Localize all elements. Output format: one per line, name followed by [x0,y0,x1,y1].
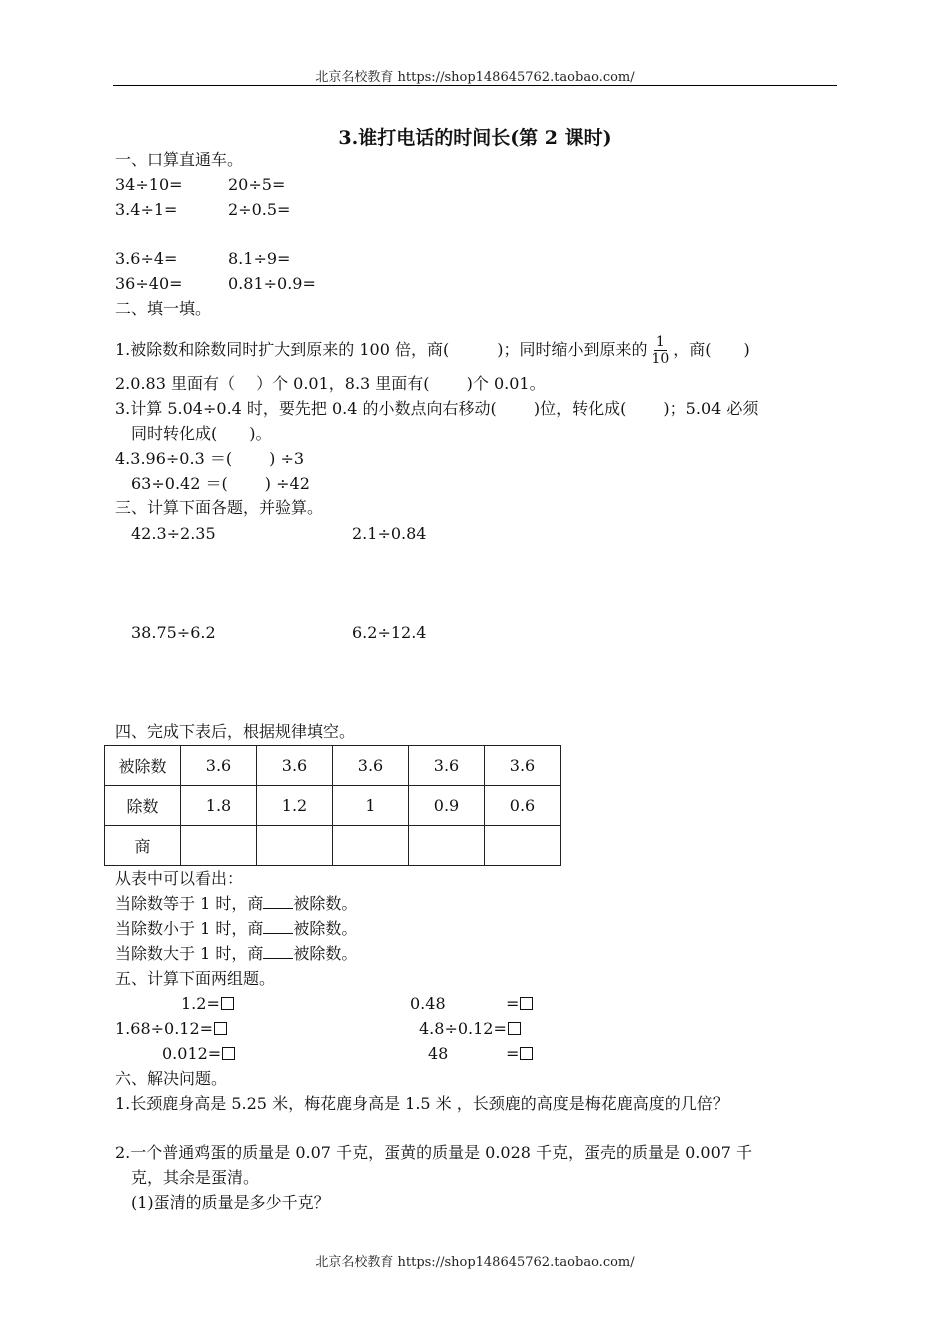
group-b-num: 0.48 [410,994,446,1013]
header-rule [113,85,837,86]
table-cell: 3.6 [333,746,409,786]
answer-cell[interactable] [409,826,485,866]
answer-cell[interactable] [257,826,333,866]
answer-cell[interactable] [333,826,409,866]
page-footer: 北京名校教育 https://shop148645762.taobao.com/ [315,1255,635,1270]
problem-2-sub1: (1)蛋清的质量是多少千克？ [131,1193,330,1212]
calc-item: 6.2÷12.4 [352,623,427,642]
group-b-item [506,994,533,1014]
problem-2-line1: 2.一个普通鸡蛋的质量是 0.07 千克，蛋黄的质量是 0.028 千克，蛋壳的质量是 0.007 千 [115,1143,753,1162]
group-b-item [506,1044,533,1064]
section-2-heading: 二、填一填。 [115,299,212,318]
rule-text: 当除数等于 1 时，商 [115,894,264,913]
calc-item: 38.75÷6.2 [131,623,216,642]
answer-blank[interactable] [263,894,293,909]
section-6-heading: 六、解决问题。 [115,1069,228,1088]
oral-item: 3.4÷1= [115,200,178,219]
table-cell: 3.6 [181,746,257,786]
fraction-numerator: 1 [655,333,665,350]
fill-q2: 2.0.83 里面有（ ）个 0.01，8.3 里面有( )个 0.01。 [115,374,546,393]
answer-cell[interactable] [485,826,561,866]
table-cell: 3.6 [257,746,333,786]
fraction-one-tenth [649,334,671,367]
table-cell: 商 [105,826,181,866]
section-3-heading: 三、计算下面各题，并验算。 [115,498,324,517]
table-cell: 3.6 [485,746,561,786]
rule-text: 当除数大于 1 时，商 [115,944,264,963]
calc-item: 42.3÷2.35 [131,524,216,543]
oral-item: 36÷40= [115,274,183,293]
answer-cell[interactable] [181,826,257,866]
expr: = [506,1044,520,1063]
table-row [105,786,561,826]
fraction-denominator: 10 [651,350,670,367]
answer-box[interactable] [508,1022,521,1035]
answer-blank[interactable] [263,919,293,934]
fill-q1 [115,330,750,370]
rule-text: 被除数。 [293,944,358,963]
fill-q3-line1: 3.计算 5.04÷0.4 时，要先把 0.4 的小数点向右移动( )位，转化成( )；5.04 必须 [115,399,759,418]
table-row [105,826,561,866]
table-cell: 1.8 [181,786,257,826]
rule-line-3 [115,944,357,964]
answer-box[interactable] [520,1047,533,1060]
table-cell: 0.9 [409,786,485,826]
table-cell: 0.6 [485,786,561,826]
expr: 4.8÷0.12= [419,1019,507,1038]
table-cell: 被除数 [105,746,181,786]
group-a-item [162,1044,235,1064]
oral-item: 20÷5= [228,175,286,194]
answer-blank[interactable] [263,944,293,959]
expr: = [506,994,520,1013]
oral-item: 8.1÷9= [228,249,291,268]
section-5-heading: 五、计算下面两组题。 [115,969,276,988]
table-cell: 1.2 [257,786,333,826]
answer-box[interactable] [222,1047,235,1060]
answer-box[interactable] [221,997,234,1010]
answer-box[interactable] [520,997,533,1010]
fill-q3-line2: 同时转化成( )。 [131,424,272,443]
group-b-num: 48 [428,1044,449,1063]
expr: 0.012= [162,1044,222,1063]
table-cell: 除数 [105,786,181,826]
observe-heading: 从表中可以看出： [115,869,244,888]
calc-item: 2.1÷0.84 [352,524,427,543]
table-row [105,746,561,786]
expr: 1.2= [181,994,220,1013]
rule-text: 被除数。 [293,919,358,938]
fill-q4-line2: 63÷0.42 ＝( ) ÷42 [131,474,310,493]
oral-item: 2÷0.5= [228,200,291,219]
answer-box[interactable] [214,1022,227,1035]
table-cell: 3.6 [409,746,485,786]
fill-q1-tail: ，商( ) [673,340,750,359]
oral-item: 0.81÷0.9= [228,274,316,293]
group-a-item [181,994,234,1014]
rule-line-2 [115,919,357,939]
rule-line-1 [115,894,357,914]
group-b-item [419,1019,521,1039]
section-4-heading: 四、完成下表后，根据规律填空。 [115,722,356,741]
oral-item: 3.6÷4= [115,249,178,268]
page-header: 北京名校教育 https://shop148645762.taobao.com/ [315,70,635,85]
section-1-heading: 一、口算直通车。 [115,150,244,169]
expr: 1.68÷0.12= [115,1019,214,1038]
table-cell: 1 [333,786,409,826]
problem-1: 1.长颈鹿身高是 5.25 米，梅花鹿身高是 1.5 米 ，长颈鹿的高度是梅花鹿高度的几倍？ [115,1094,729,1113]
rule-text: 当除数小于 1 时，商 [115,919,264,938]
rule-text: 被除数。 [293,894,358,913]
oral-item: 34÷10= [115,175,183,194]
problem-2-line2: 克，其余是蛋清。 [131,1168,260,1187]
quotient-table [104,745,561,866]
fill-q4-line1: 4.3.96÷0.3 ＝( ) ÷3 [115,449,305,468]
group-a-item [115,1019,227,1039]
page-title: 3.谁打电话的时间长(第 2 课时) [338,127,612,149]
fill-q1-text: 1.被除数和除数同时扩大到原来的 100 倍，商( )；同时缩小到原来的 [115,340,648,359]
